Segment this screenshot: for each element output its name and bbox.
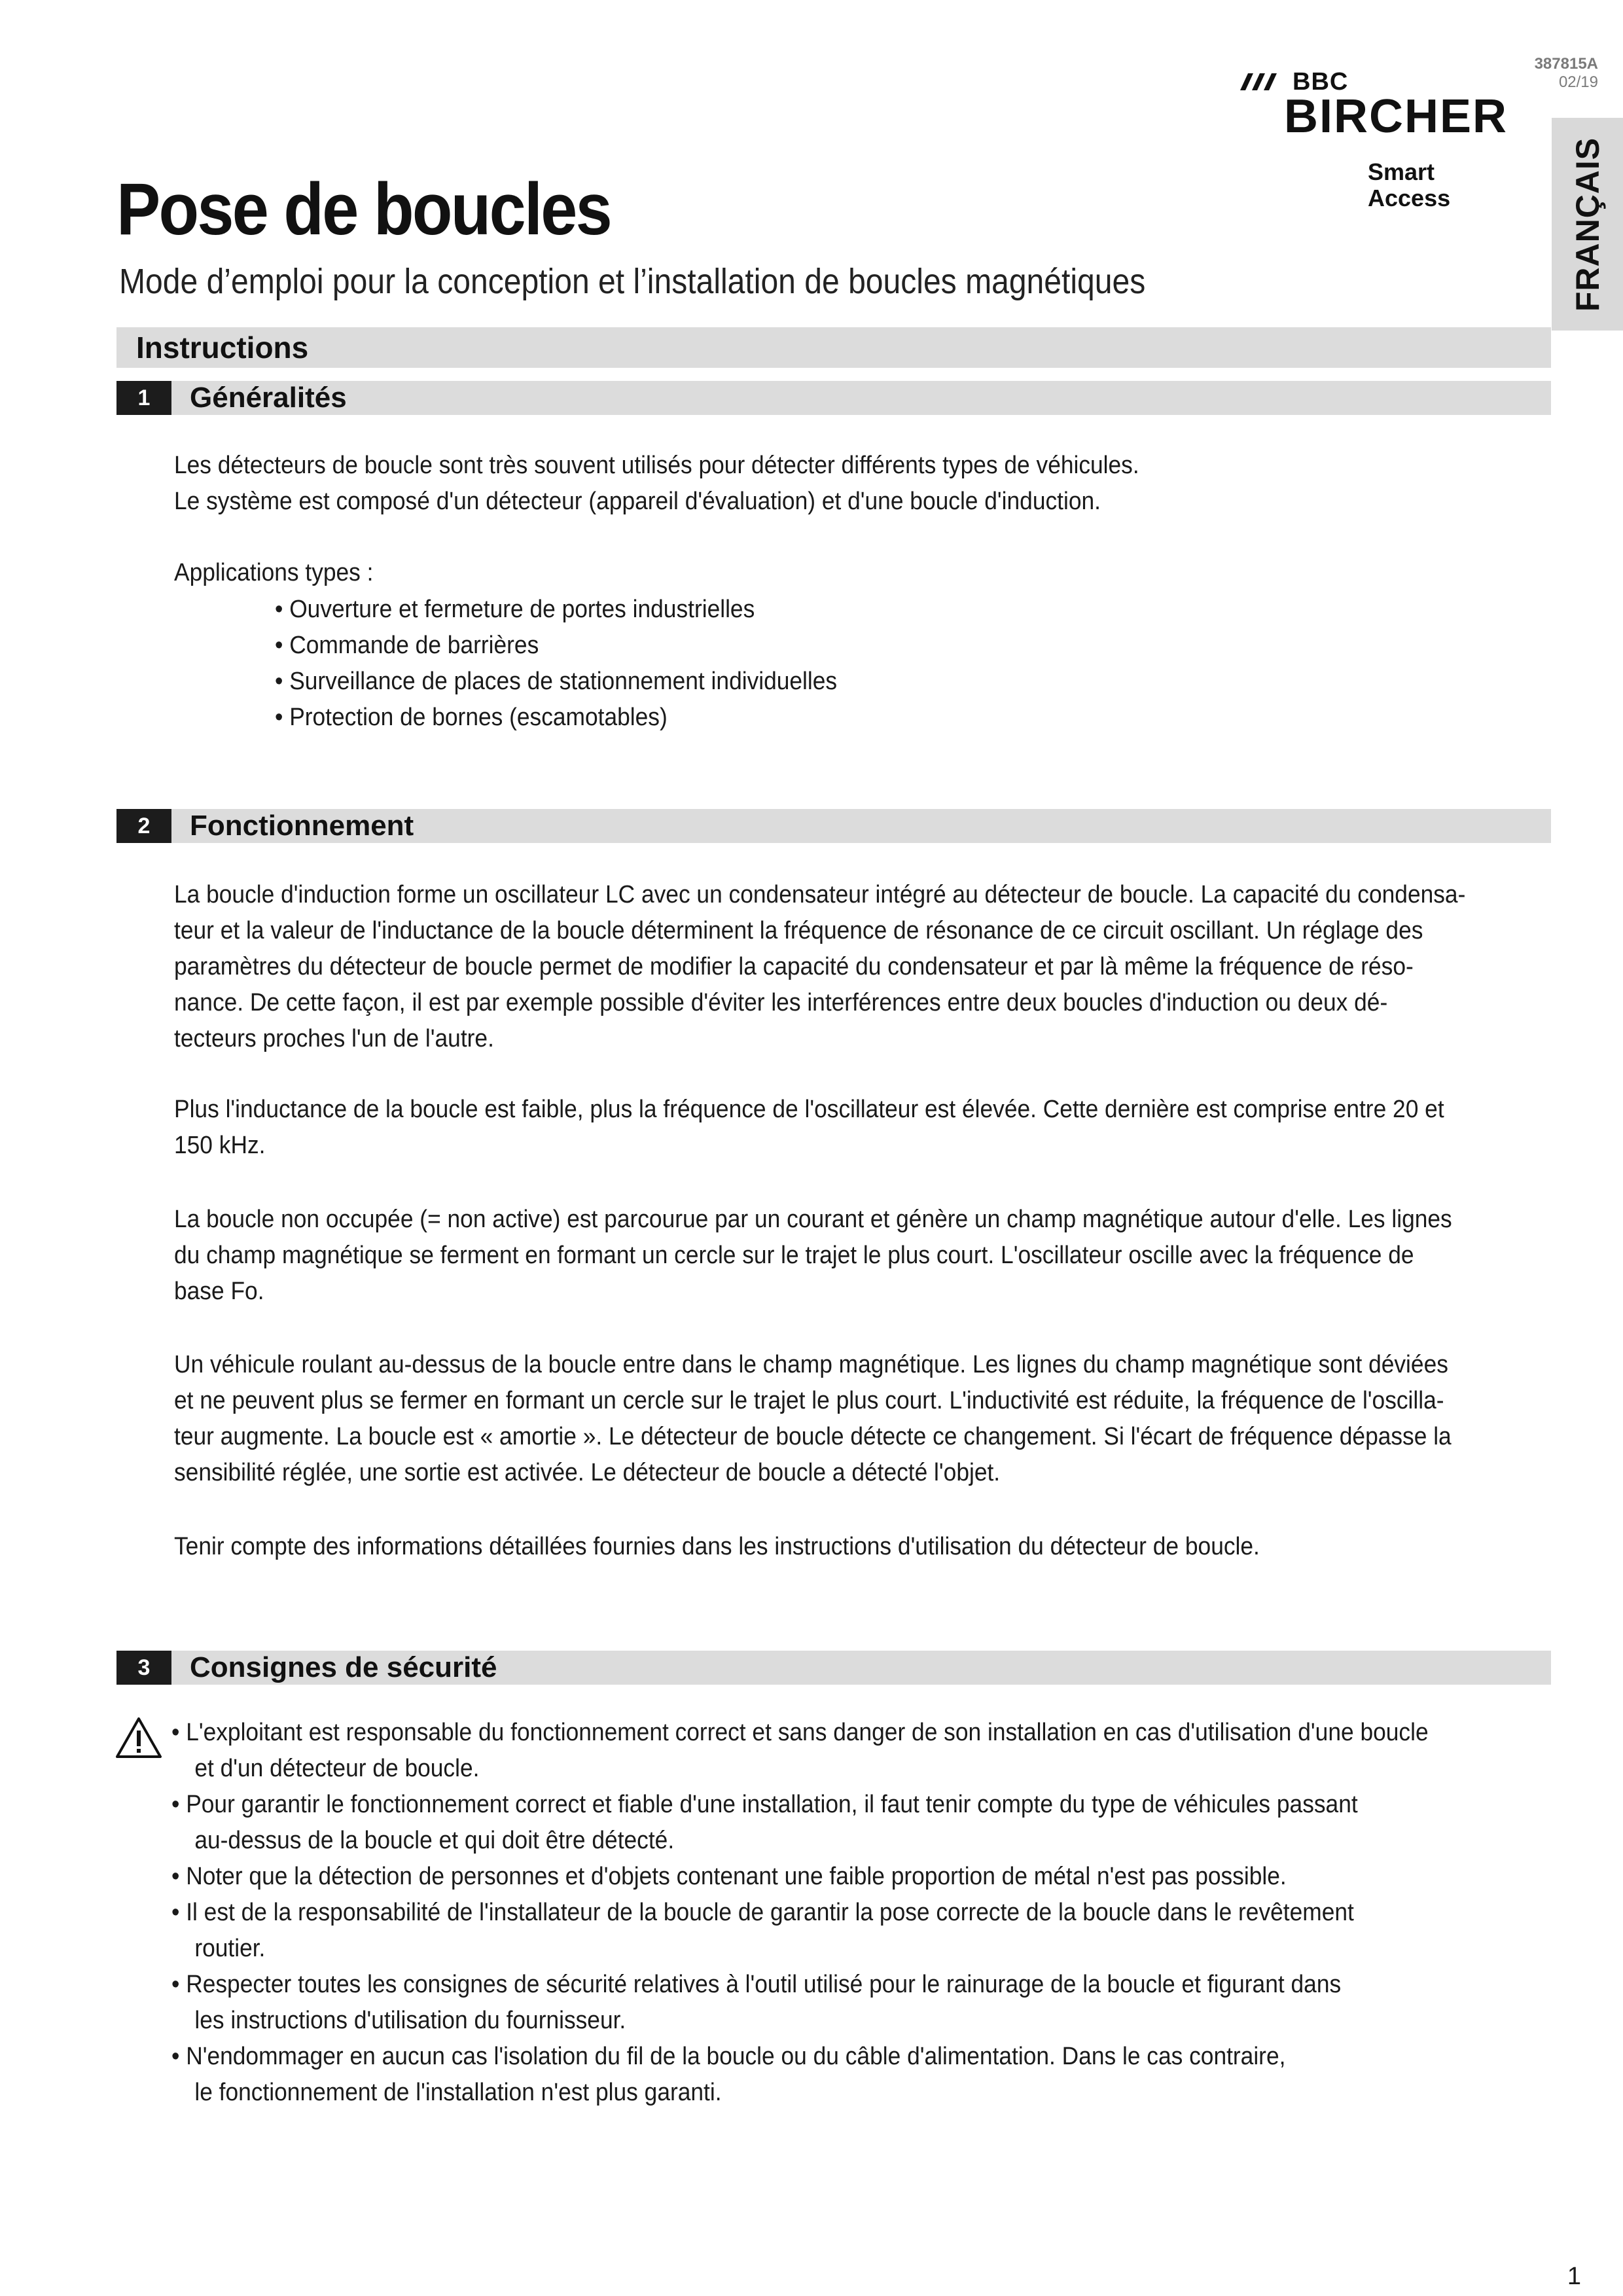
list-item: • Surveillance de places de stationnement individuelles: [275, 668, 838, 695]
list-item-continuation: et d'un détecteur de boucle.: [194, 1755, 480, 1782]
list-item-continuation: routier.: [194, 1935, 266, 1962]
instructions-label: Instructions: [136, 331, 309, 365]
logo-tagline: Smart Access: [1368, 158, 1451, 211]
text-line: sensibilité réglée, une sortie est activée. Le détecteur de boucle a détecté l'objet.: [174, 1459, 1001, 1486]
text-line: nance. De cette façon, il est par exemple possible d'éviter les interférences entre deux boucles d'induction ou deux dé-: [174, 989, 1388, 1016]
section-title: Consignes de sécurité: [190, 1651, 497, 1683]
text-line: La boucle non occupée (= non active) est parcourue par un courant et génère un champ magnétique autour d'elle. Les lignes: [174, 1206, 1452, 1233]
list-item: • L'exploitant est responsable du fonctionnement correct et sans danger de son installation en cas d'utilisation d'une boucle: [171, 1719, 1429, 1746]
text-line: Le système est composé d'un détecteur (appareil d'évaluation) et d'une boucle d'induction.: [174, 488, 1101, 515]
paragraph: [174, 1529, 1548, 1565]
list-item: • Ouverture et fermeture de portes industrielles: [275, 596, 755, 623]
doc-date: 02/19: [1558, 73, 1598, 91]
text-line: base Fo.: [174, 1278, 264, 1305]
text-line: Applications types :: [174, 559, 374, 586]
paragraph: [174, 1092, 1548, 1164]
applications-list: [275, 592, 880, 736]
doc-number: 387815A: [1534, 55, 1598, 73]
safety-list: [171, 1715, 1523, 2111]
list-item-continuation: au-dessus de la boucle et qui doit être détecté.: [194, 1827, 675, 1854]
list-item: • Il est de la responsabilité de l'installateur de la boucle de garantir la pose correcte de la boucle dans le revêtement: [171, 1899, 1354, 1926]
applications-label: [174, 555, 1548, 591]
list-item: • N'endommager en aucun cas l'isolation du fil de la boucle ou du câble d'alimentation. Dans le cas contraire,: [171, 2043, 1286, 2070]
section-1-header: [116, 381, 1551, 415]
text-line: paramètres du détecteur de boucle permet de modifier la capacité du condensateur et par là même la fréquence de réso-: [174, 953, 1414, 980]
text-line: Plus l'inductance de la boucle est faible, plus la fréquence de l'oscillateur est élevée. Cette dernière est comprise entre 20 et: [174, 1096, 1444, 1123]
paragraph: [174, 877, 1548, 1057]
text-line: 150 kHz.: [174, 1132, 266, 1159]
section-title: Généralités: [190, 382, 347, 414]
instructions-header: [116, 327, 1551, 368]
list-item: • Protection de bornes (escamotables): [275, 704, 668, 731]
logo-stripes-icon: [1240, 73, 1286, 90]
list-item: • Noter que la détection de personnes et d'objets contenant une faible proportion de métal n'est pas possible.: [171, 1863, 1287, 1890]
page-title: Pose de boucles: [116, 168, 611, 250]
text-line: teur augmente. La boucle est « amortie ». Le détecteur de boucle détecte ce changement. Si l'écart de fréquence dépasse la: [174, 1423, 1452, 1450]
page-subtitle: Mode d’emploi pour la conception et l’installation de boucles magnétiques: [119, 262, 1146, 301]
list-item: • Commande de barrières: [275, 632, 539, 659]
language-tab: [1552, 118, 1623, 331]
section-title: Fonctionnement: [190, 810, 414, 842]
section-bar: [171, 381, 1551, 415]
language-label: FRANÇAIS: [1569, 137, 1606, 312]
warning-triangle-icon: [115, 1716, 162, 1759]
paragraph: [174, 1202, 1548, 1310]
section-3-header: [116, 1651, 1551, 1685]
text-line: Un véhicule roulant au-dessus de la boucle entre dans le champ magnétique. Les lignes du champ magnétique sont déviées: [174, 1351, 1448, 1378]
text-line: La boucle d'induction forme un oscillateur LC avec un condensateur intégré au détecteur de boucle. La capacité du condensa-: [174, 881, 1466, 908]
logo-bircher: BIRCHER: [1284, 90, 1508, 143]
text-line: Les détecteurs de boucle sont très souvent utilisés pour détecter différents types de véhicules.: [174, 452, 1139, 479]
section-2-header: [116, 809, 1551, 843]
text-line: teur et la valeur de l'inductance de la boucle déterminent la fréquence de résonance de ce circuit oscillant. Un réglage des: [174, 917, 1423, 944]
page-number: 1: [1567, 2263, 1581, 2290]
logo-bbc: BBC: [1293, 68, 1349, 96]
paragraph: [174, 1347, 1548, 1491]
text-line: du champ magnétique se ferment en formant un cercle sur le trajet le plus court. L'oscillateur oscille avec la fréquence de: [174, 1242, 1414, 1269]
list-item-continuation: le fonctionnement de l'installation n'est plus garanti.: [194, 2079, 722, 2106]
text-line: et ne peuvent plus se fermer en formant un cercle sur le trajet le plus court. L'inductivité est réduite, la fréquence de l'oscilla-: [174, 1387, 1444, 1414]
section-1-intro: [174, 448, 1548, 520]
text-line: tecteurs proches l'un de l'autre.: [174, 1025, 494, 1052]
list-item-continuation: les instructions d'utilisation du fournisseur.: [194, 2007, 626, 2034]
section-number: 2: [116, 809, 171, 843]
bbc-bircher-logo: [1240, 69, 1515, 211]
text-line: Tenir compte des informations détaillées fournies dans les instructions d'utilisation du détecteur de boucle.: [174, 1533, 1260, 1560]
section-number: 1: [116, 381, 171, 415]
section-number: 3: [116, 1651, 171, 1685]
list-item: • Pour garantir le fonctionnement correct et fiable d'une installation, il faut tenir compte du type de véhicules passant: [171, 1791, 1358, 1818]
list-item: • Respecter toutes les consignes de sécurité relatives à l'outil utilisé pour le rainurage de la boucle et figurant dans: [171, 1971, 1342, 1998]
document-reference: [1535, 55, 1598, 92]
